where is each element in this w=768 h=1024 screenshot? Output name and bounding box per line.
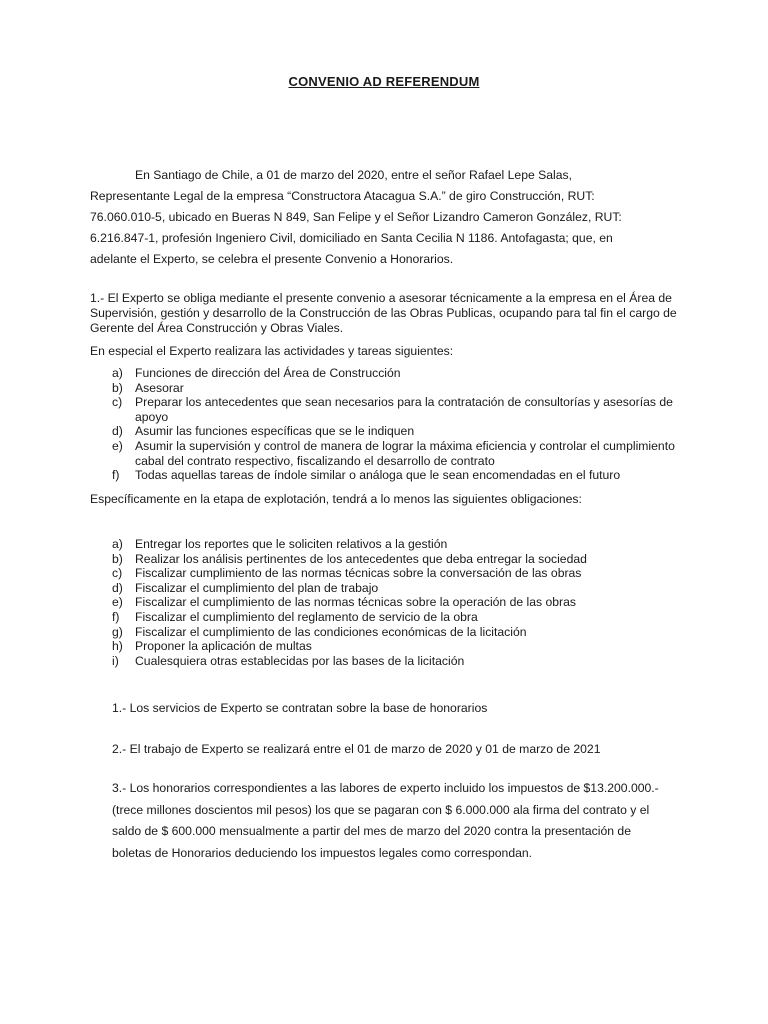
list-marker: f) (112, 609, 120, 624)
list-item-text: Fiscalizar cumplimiento de las normas técnicas sobre la conversación de las obras (135, 566, 582, 581)
list-marker: g) (112, 624, 123, 639)
clause-fees: 3.- Los honorarios correspondientes a las labores de experto incluido los impuestos de $13.200.000.- (trece millones doscientos mil pesos) los que se pagaran con $ 6.000.000 ala firma del contrato y el saldo de $ 600.000 mensualmente a partir del mes de marzo del 2020 contra la presentación de boletas de Honorarios deduciendo los impuestos legales como correspondan. (112, 781, 659, 860)
list-item (90, 566, 680, 581)
list-item-text: Todas aquellas tareas de índole similar o análoga que le sean encomendadas en el futuro (135, 468, 621, 483)
obligations-heading: Específicamente en la etapa de explotación, tendrá a lo menos las siguientes obligaciones: (90, 492, 582, 506)
list-item (90, 395, 680, 424)
list-marker: f) (112, 468, 120, 483)
list-marker: c) (112, 566, 123, 581)
intro-text: En Santiago de Chile, a 01 de marzo del 2020, entre el señor Rafael Lepe Salas, Representante Legal de la empresa “Constructora Atacagua S.A.” de giro Construcción, RUT: 76.060.010-5, ubicado en Bueras N 849, San Felipe y el Señor Lizandro Cameron González, RUT: 6.216.847-1, profesión Ingeniero Civil, domiciliado en Santa Cecilia N 1186. Antofagasta; que, en adelante el Experto, se celebra el presente Convenio a Honorarios. (90, 168, 622, 266)
list-marker: i) (112, 653, 119, 668)
list-item-text: Proponer la aplicación de multas (135, 639, 312, 654)
activities-list (90, 366, 680, 483)
list-item-text: Fiscalizar el cumplimiento del plan de trabajo (135, 580, 379, 595)
list-marker: e) (112, 595, 123, 610)
list-item-text: Entregar los reportes que le soliciten relativos a la gestión (135, 537, 448, 551)
list-marker: c) (112, 395, 123, 410)
list-item-text: Fiscalizar el cumplimiento de las normas técnicas sobre la operación de las obras (135, 595, 576, 610)
list-item (90, 595, 680, 610)
list-item-text: Asumir las funciones específicas que se le indiquen (135, 424, 415, 439)
list-item-text: Fiscalizar el cumplimiento del reglamento de servicio de la obra (135, 609, 478, 624)
list-marker: a) (112, 366, 123, 380)
list-item-text: Asesorar (135, 380, 184, 395)
list-item-text: Funciones de dirección del Área de Construcción (135, 366, 401, 380)
clause-term: 2.- El trabajo de Experto se realizará entre el 01 de marzo de 2020 y 01 de marzo de 2021 (112, 742, 601, 756)
list-item (90, 552, 680, 567)
list-item-text: Cualesquiera otras establecidas por las bases de la licitación (135, 653, 465, 668)
list-item-text: Preparar los antecedentes que sean necesarios para la contratación de consultorías y asesorías de apoyo (135, 395, 673, 424)
list-item-text: Fiscalizar el cumplimiento de las condiciones económicas de la licitación (135, 624, 527, 639)
list-item-text: Asumir la supervisión y control de manera de lograr la máxima eficiencia y controlar el cumplimiento cabal del contrato respectivo, fiscalizando el desarrollo de contrato (135, 438, 675, 468)
activities-heading: En especial el Experto realizara las actividades y tareas siguientes: (90, 344, 454, 358)
list-item (90, 654, 680, 669)
list-item (90, 424, 680, 439)
list-item (90, 610, 680, 625)
list-item (90, 625, 680, 640)
list-marker: a) (112, 537, 123, 551)
list-item (90, 581, 680, 596)
list-marker: b) (112, 380, 123, 395)
list-marker: d) (112, 424, 123, 439)
list-item (90, 468, 680, 483)
intro-paragraph (90, 165, 640, 270)
list-marker: h) (112, 639, 123, 654)
list-marker: b) (112, 551, 123, 566)
obligations-list (90, 537, 680, 668)
list-marker: d) (112, 580, 123, 595)
clause-services: 1.- Los servicios de Experto se contratan sobre la base de honorarios (112, 701, 488, 715)
clause-1-intro: 1.- El Experto se obliga mediante el presente convenio a asesorar técnicamente a la empresa en el Área de Supervisión, gestión y desarrollo de la Construcción de las Obras Publicas, ocupando para tal fin el cargo de Gerente del Área Construcción y Obras Viales. (90, 291, 677, 335)
list-item (90, 439, 680, 468)
document-title: CONVENIO AD REFERENDUM (288, 74, 480, 89)
list-item-text: Realizar los análisis pertinentes de los antecedentes que deba entregar la sociedad (135, 551, 587, 566)
list-item (90, 639, 680, 654)
list-item (90, 537, 680, 552)
list-marker: e) (112, 438, 123, 453)
list-item (90, 381, 680, 396)
list-item (90, 366, 680, 381)
